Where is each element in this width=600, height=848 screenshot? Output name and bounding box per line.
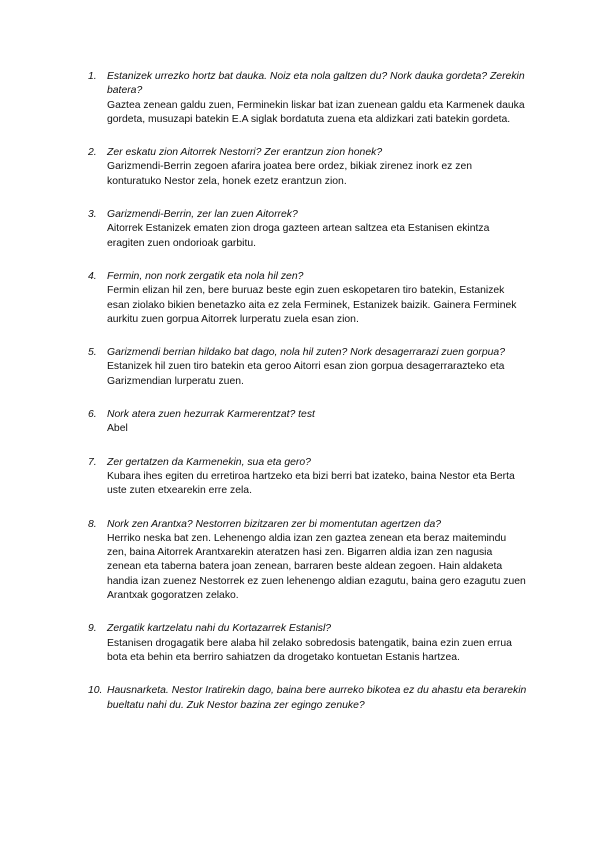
question-number: 9. — [88, 623, 97, 635]
question-number: 1. — [88, 71, 97, 82]
question-item-10 — [88, 684, 528, 713]
question-item-2 — [88, 146, 528, 189]
question-number: 8. — [88, 518, 97, 530]
question-item-6 — [88, 408, 528, 437]
question-item-9 — [88, 622, 528, 665]
answer-text: Fermin elizan hil zen, bere buruaz beste egin zuen eskopetaren tiro batekin, Estanizek esan ziolako bikien benetazko aita ez zela Ferminek, Estanizek baizik. Gainera Ferminek aurkitu zuen gorpua Aitorrek lurperatu zuela esan zion. — [107, 285, 517, 325]
question-number: 6. — [88, 409, 97, 421]
question-text: Fermin, non nork zergatik eta nola hil zen? — [107, 270, 304, 282]
answer-text: Garizmendi-Berrin zegoen afarira joatea bere ordez, bikiak zirenez inork ez zen konturatuko Nestor zela, honek ezetz erantzun zion. — [107, 161, 473, 187]
question-item-1 — [88, 70, 528, 127]
question-list — [88, 70, 528, 732]
question-number: 10. — [88, 685, 103, 697]
question-item-4 — [88, 270, 528, 327]
answer-text: Estanizek hil zuen tiro batekin eta geroo Aitorri esan zion gorpua desagerrarazteko eta Garizmendian lurperatu zuen. — [107, 361, 505, 387]
question-item-7 — [88, 456, 528, 499]
question-number: 4. — [88, 270, 97, 282]
answer-text: Herriko neska bat zen. Lehenengo aldia izan zen gaztea zenean eta beraz maitemindu zen, baina Aitorrek Arantxarekin ateratzen hasi zen. Bigarren aldia izan zen nagusia zenean eta taberna batera joan zenean, barraren beste aldean zegoen. Hain aldaketa handia izan zuenez Nestorrek ez zuen lehenengo aldian ezagutu, baina gero ezagutu zuen Arantxak gogoratzen zelako. — [107, 532, 526, 602]
question-text: Zer eskatu zion Aitorrek Nestorri? Zer erantzun zion honek? — [107, 147, 383, 159]
answer-text: Aitorrek Estanizek ematen zion droga gazteen artean saltzea eta Estanisen ekintza eragiten zuen ondorioak garbitu. — [107, 223, 490, 249]
question-item-3 — [88, 208, 528, 251]
question-item-8 — [88, 518, 528, 604]
question-text: Zer gertatzen da Karmenekin, sua eta gero? — [107, 456, 311, 468]
question-text: Garizmendi-Berrin, zer lan zuen Aitorrek? — [107, 209, 298, 221]
answer-text: Estanisen drogagatik bere alaba hil zelako sobredosis batengatik, baina ezin zuen errua bota eta behin eta berriro sahiatzen da drogetako kontuetan Estanis hartzea. — [107, 637, 512, 663]
question-text: Nork atera zuen hezurrak Karmerentzat? test — [107, 409, 315, 421]
question-number: 7. — [88, 456, 97, 468]
question-text: Garizmendi berrian hildako bat dago, nola hil zuten? Nork desagerrarazi zuen gorpua? — [107, 347, 505, 359]
question-item-5 — [88, 346, 528, 389]
answer-text: Kubara ihes egiten du erretiroa hartzeko eta bizi berri bat izateko, baina Nestor eta Berta uste zuten etxearekin erre zela. — [107, 470, 515, 497]
question-number: 3. — [88, 209, 97, 221]
question-text: Zergatik kartzelatu nahi du Kortazarrek Estanisl? — [107, 623, 332, 635]
question-number: 5. — [88, 347, 97, 359]
question-text: Estanizek urrezko hortz bat dauka. Noiz eta nola galtzen du? Nork dauka gordeta? Zerekin batera? — [107, 71, 525, 97]
answer-text: Gaztea zenean galdu zuen, Ferminekin liskar bat izan zuenean galdu eta Karmenek dauka gordeta, musuzapi batekin E.A siglak bordatuta zuena eta aldizkari zati batekin gordeta. — [107, 99, 525, 125]
question-text: Hausnarketa. Nestor Iratirekin dago, baina bere aurreko bikotea ez du ahastu eta berarekin bueltatu nahi du. Zuk Nestor bazina zer egingo zenuke? — [107, 685, 527, 711]
question-text: Nork zen Arantxa? Nestorren bizitzaren zer bi momentutan agertzen da? — [107, 518, 442, 530]
question-number: 2. — [88, 147, 97, 159]
answer-text: Abel — [107, 423, 128, 435]
